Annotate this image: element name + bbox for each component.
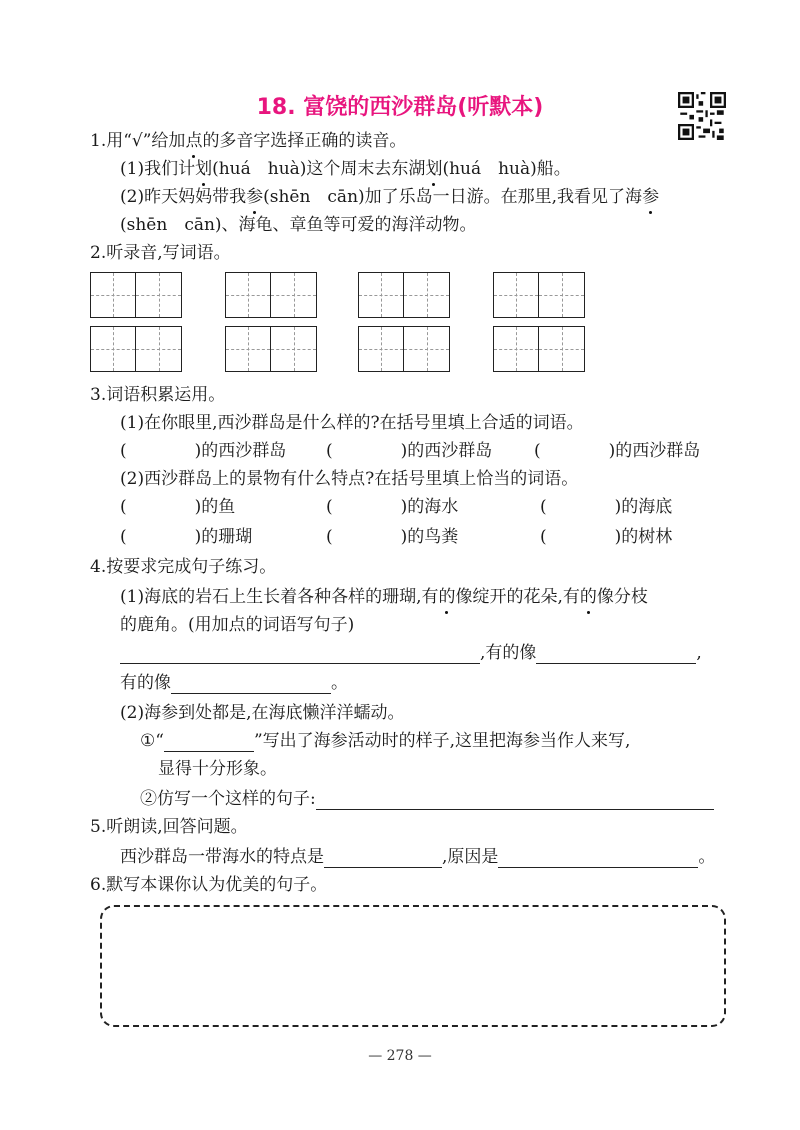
grid-cell[interactable] (225, 326, 271, 372)
q4-part-2-a-cont: 显得十分形象。 (158, 759, 277, 779)
q5-heading: 5.听朗读,回答问题。 (90, 817, 248, 837)
q2-heading: 2.听录音,写词语。 (90, 243, 231, 263)
q3-fill-9[interactable]: ( )的树林 (540, 527, 673, 547)
q3-heading: 3.词语积累运用。 (90, 385, 226, 405)
qr-code-icon (678, 92, 726, 140)
grid-cell[interactable] (404, 272, 450, 318)
grid-cell[interactable] (271, 272, 317, 318)
page-number: — 278 — (368, 1048, 432, 1064)
q3-fill-8[interactable]: ( )的鸟粪 (326, 527, 459, 547)
page-title: 18. 富饶的西沙群岛(听默本) (256, 95, 544, 120)
answer-blank[interactable] (164, 733, 254, 752)
q4-fill-line-1: ,有的像 , (120, 642, 702, 664)
grid-cell[interactable] (358, 272, 404, 318)
q3-fill-1[interactable]: ( )的西沙群岛 (120, 441, 287, 461)
answer-blank[interactable] (120, 645, 480, 664)
q1-item-2-cont: (shēn cān)、海龟、章鱼等可爱的海洋动物。 (120, 215, 477, 235)
char-grid-3[interactable] (358, 326, 450, 372)
q1-item-2: (2)昨天妈妈带我参(shēn cān)加了乐岛一日游。在那里,我看见了海参 (120, 187, 660, 207)
q1-heading: 1.用“√”给加点的多音字选择正确的读音。 (90, 131, 407, 151)
grid-cell[interactable] (136, 326, 182, 372)
pinyin-grid-2[interactable] (225, 272, 317, 318)
grid-cell[interactable] (493, 272, 539, 318)
q4-part-1: (1)海底的岩石上生长着各种各样的珊瑚,有的像绽开的花朵,有的像分枝 (120, 587, 648, 607)
grid-cell[interactable] (493, 326, 539, 372)
q4-part-2: (2)海参到处都是,在海底懒洋洋蠕动。 (120, 703, 405, 723)
answer-blank[interactable] (498, 849, 698, 868)
grid-cell[interactable] (225, 272, 271, 318)
answer-blank[interactable] (324, 849, 442, 868)
q4-part-1-cont: 的鹿角。(用加点的词语写句子) (120, 615, 355, 635)
q4-heading: 4.按要求完成句子练习。 (90, 557, 277, 577)
q3-fill-6[interactable]: ( )的海底 (540, 497, 673, 517)
grid-cell[interactable] (404, 326, 450, 372)
q3-fill-7[interactable]: ( )的珊瑚 (120, 527, 253, 547)
answer-blank[interactable] (536, 645, 696, 664)
q6-heading: 6.默写本课你认为优美的句子。 (90, 875, 328, 895)
q3-part-1: (1)在你眼里,西沙群岛是什么样的?在括号里填上合适的词语。 (120, 413, 584, 433)
char-grid-4[interactable] (493, 326, 585, 372)
grid-cell[interactable] (358, 326, 404, 372)
answer-blank[interactable] (316, 791, 714, 810)
answer-writing-box[interactable] (100, 905, 726, 1027)
char-grid-1[interactable] (90, 326, 182, 372)
q4-fill-line-2: 有的像 。 (120, 673, 348, 693)
grid-cell[interactable] (539, 272, 585, 318)
pinyin-grid-4[interactable] (493, 272, 585, 318)
q3-part-2: (2)西沙群岛上的景物有什么特点?在括号里填上恰当的词语。 (120, 469, 579, 489)
q4-part-2-a: ①“ ”写出了海参活动时的样子,这里把海参当作人来写, (140, 731, 631, 751)
grid-cell[interactable] (136, 272, 182, 318)
q4-part-2-b: ②仿写一个这样的句子: (140, 788, 714, 810)
grid-cell[interactable] (90, 272, 136, 318)
pinyin-grid-1[interactable] (90, 272, 182, 318)
q3-fill-2[interactable]: ( )的西沙群岛 (326, 441, 493, 461)
char-grid-2[interactable] (225, 326, 317, 372)
grid-cell[interactable] (271, 326, 317, 372)
answer-blank[interactable] (171, 675, 331, 694)
pinyin-grid-3[interactable] (358, 272, 450, 318)
grid-cell[interactable] (539, 326, 585, 372)
q3-fill-3[interactable]: ( )的西沙群岛 (534, 441, 701, 461)
q5-fill-line: 西沙群岛一带海水的特点是 ,原因是 。 (120, 847, 716, 867)
q3-fill-5[interactable]: ( )的海水 (326, 497, 459, 517)
grid-cell[interactable] (90, 326, 136, 372)
q1-item-1: (1)我们计划(huá huà)这个周末去东湖划(huá huà)船。 (120, 159, 571, 179)
q3-fill-4[interactable]: ( )的鱼 (120, 497, 236, 517)
